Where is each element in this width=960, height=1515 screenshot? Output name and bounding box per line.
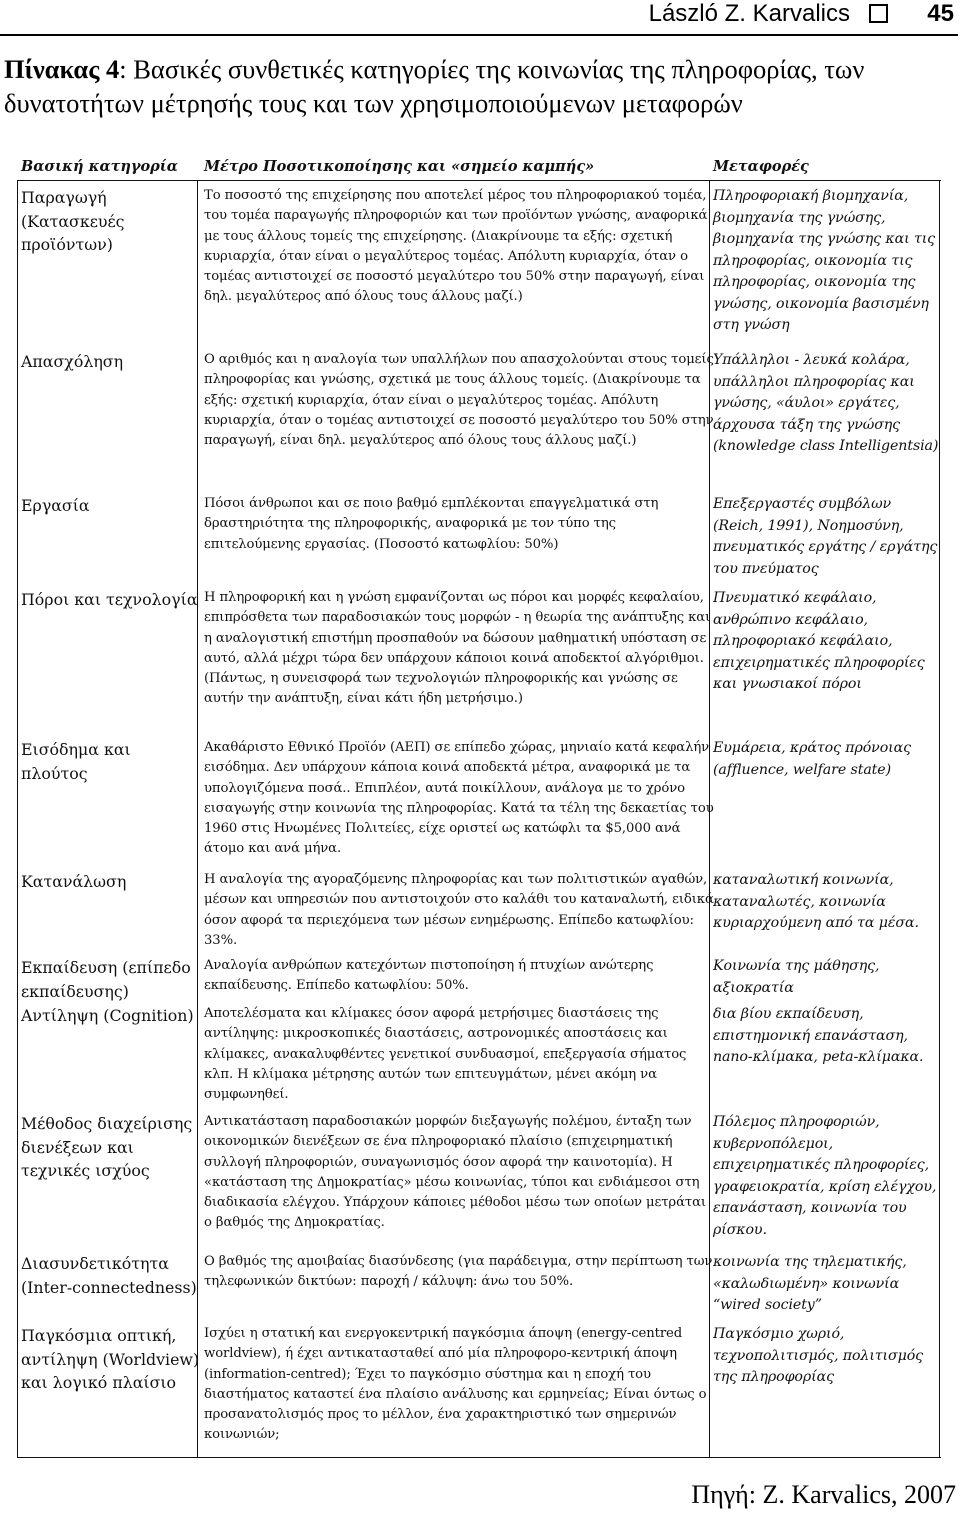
row-1-category: Παραγωγή (Κατασκευές προϊόντων): [21, 188, 125, 254]
square-box-icon: [869, 4, 888, 23]
row-11-measure: Ισχύει η στατική και ενεργοκεντρική παγκόσμια άποψη (energy-centred worldview), ή έχει αντικατασταθεί από μία πληροφορο-κεντρική άποψη (information-centred); Έχει το παγκόσμιο σύστημα και η εποχή του διαστήματος καταστεί ένα πλαίσιο ανάλυσης και ερμηνείας; Είναι όντως ο προσανατολισμός προς το μέλλον, ένα χαρακτηριστικό των σημερινών κοινωνιών;: [204, 1326, 707, 1443]
row-7-metaphors: Κοινωνία της μάθησης, αξιοκρατία: [713, 958, 880, 996]
header-category: Βασική κατηγορία: [21, 158, 178, 175]
row-10-category: Διασυνδετικότητα (Inter-connectedness): [21, 1254, 197, 1297]
row-2-measure: Ο αριθμός και η αναλογία των υπαλλήλων που απασχολούνται στους τομείς πληροφορίας και γνώσης, σχετικά με τους άλλους τομείς. (Διακρίνουμε τα εξής: σχετική κυριαρχία, όταν είναι ο μεγαλύτερος τομέας. Απόλυτη κυριαρχία, όταν ο τομέας αντιστοιχεί σε ποσοστό μεγαλύτερο του 50% στην παραγωγή, είναι δηλ. μεγαλύτερος από όλους τους άλλους μαζί.): [204, 352, 714, 449]
table-left-border: [17, 180, 18, 1458]
table-caption: [4, 52, 954, 120]
row-5-metaphors: Ευμάρεια, κράτος πρόνοιας (affluence, welfare state): [713, 740, 911, 778]
row-2-metaphors: Υπάλληλοι - λευκά κολάρα, υπάλληλοι πληροφορίας και γνώσης, «άυλοι» εργάτες, άρχουσα τάξη της γνώσης (knowledge class Intelligentsia): [713, 352, 939, 454]
row-6-measure: Η αναλογία της αγοραζόμενης πληροφορίας και των πολιτιστικών αγαθών, μέσων και υπηρεσιών που αντιστοιχούν στο καλάθι του καταναλωτή, ειδικά όσον αφορά τα περιεχόμενα των μέσων ενημέρωσης. Επίπεδο κατωφλίου: 33%.: [204, 872, 714, 948]
row-7-measure: Αναλογία ανθρώπων κατεχόντων πιστοποίηση ή πτυχίων ανώτερης εκπαίδευσης. Επίπεδο κατωφλίου: 50%.: [204, 958, 654, 994]
header-measure: Μέτρο Ποσοτικοποίησης και «σημείο καμπής»: [204, 158, 595, 175]
caption-label: Πίνακας 4: [4, 54, 120, 84]
row-8-measure: Αποτελέσματα και κλίμακες όσον αφορά μετρήσιμες διαστάσεις της αντίληψης: μικροσκοπικές διαστάσεις, αστρονομικές αποστάσεις και κλίμακες, ανακαλυφθέντες γενετικοί συνδυασμοί, επεξεργασία σήματος κλπ. Η κλίμακα μέτρησης αυτών των επιτευγμάτων, μένει ακόμη να συμφωνηθεί.: [204, 1006, 687, 1103]
row-4-category: Πόροι και τεχνολογία: [21, 590, 198, 609]
row-11-metaphors: Παγκόσμιο χωριό, τεχνοπολιτισμός, πολιτισμός της πληροφορίας: [713, 1326, 923, 1385]
row-4-measure: Η πληροφορική και η γνώση εμφανίζονται ως πόροι και μορφές κεφαλαίου, επιπρόσθετα των παραδοσιακών τους μορφών - η θεωρία της ανάπτυξης και η αναλογιστική επιστήμη προσπαθούν να δώσουν μαθηματική υπόσταση σε αυτό, αλλά μέχρι τώρα δεν υπάρχουν κάποιοι κοινά αποδεκτοί αλγόριθμοι. (Πάντως, η συνεισφορά των τεχνολογιών πληροφορικής και γνώσης σε αυτήν την ανάπτυξη, είναι κάτι ήδη μετρήσιμο.): [204, 590, 711, 707]
row-9-measure: Αντικατάσταση παραδοσιακών μορφών διεξαγωγής πολέμου, ένταξη των οικονομικών διενέξεων σε ένα πληροφοριακό πλαίσιο (επιχειρηματική συλλογή πληροφοριών, συναγωνισμός όσον αφορά την καινοτομία). Η «κατάσταση της Δημοκρατίας» μέσω κοινωνίας, τύποι και ενδιάμεσοι στη διαδικασία ελέγχου. Υπάρχουν κάποιες μέθοδοι μέσω των οποίων μετράται ο βαθμός της Δημοκρατίας.: [204, 1114, 706, 1231]
table-bottom-rule: [17, 1457, 941, 1458]
page-number: 45: [927, 0, 954, 27]
scanned-table: [17, 158, 941, 1464]
source-credit: Πηγή: Z. Karvalics, 2007: [691, 1480, 956, 1509]
row-6-category: Κατανάλωση: [21, 872, 127, 891]
row-1-metaphors: Πληροφοριακή βιομηχανία, βιομηχανία της γνώσης, βιομηχανία της γνώσης και τις πληροφορίας, οικονομία τις πληροφορίας, οικονομία της γνώσης, οικονομία βασισμένη στη γνώση: [713, 188, 936, 333]
row-7-category: Εκπαίδευση (επίπεδο εκπαίδευσης): [21, 958, 191, 1001]
row-6-metaphors: καταναλωτική κοινωνία, καταναλωτές, κοινωνία κυριαρχούμενη από τα μέσα.: [713, 872, 919, 931]
row-8-metaphors: δια βίου εκπαίδευση, επιστημονική επανάσταση, nano-κλίμακα, peta-κλίμακα.: [713, 1006, 924, 1065]
row-3-metaphors: Επεξεργαστές συμβόλων (Reich, 1991), Νοημοσύνη, πνευματικός εργάτης / εργάτης του πνεύματος: [713, 496, 938, 577]
row-10-measure: Ο βαθμός της αμοιβαίας διασύνδεσης (για παράδειγμα, στην περίπτωση των τηλεφωνικών δικτύων: παροχή / κάλυψη: άνω του 50%.: [204, 1254, 713, 1290]
header-rule: [0, 34, 958, 36]
header-metaphors: Μεταφορές: [713, 158, 809, 175]
row-8-category: Αντίληψη (Cognition): [21, 1006, 194, 1025]
row-9-metaphors: Πόλεμος πληροφοριών, κυβερνοπόλεμοι, επιχειρηματικές πληροφορίες, γραφειοκρατία, κρίση ελέγχου, επανάσταση, κοινωνία του ρίσκου.: [713, 1114, 937, 1238]
row-5-category: Εισόδημα και πλούτος: [21, 740, 131, 783]
caption-text: : Βασικές συνθετικές κατηγορίες της κοινωνίας της πληροφορίας, των δυνατοτήτων μέτρησής τους και των χρησιμοποιούμενων μεταφορών: [4, 54, 865, 118]
running-head-author: László Z. Karvalics: [648, 0, 850, 27]
page-header: [0, 0, 958, 32]
row-1-measure: Το ποσοστό της επιχείρησης που αποτελεί μέρος του πληροφοριακού τομέα, του τομέα παραγωγής πληροφοριών και των προϊόντων γνώσης, αναφορικά με τους άλλους τομείς της επιχείρησης. (Διακρίνουμε τα εξής: σχετική κυριαρχία, όταν είναι ο μεγαλύτερος τομέας. Απόλυτη κυριαρχία, όταν ο τομέας αντιστοιχεί σε ποσοστό μεγαλύτερο του 50% στην παραγωγή, είναι δηλ. μεγαλύτερος από όλους τους άλλους μαζί.): [204, 188, 708, 305]
table-top-rule: [17, 180, 941, 181]
row-9-category: Μέθοδος διαχείρισης διενέξεων και τεχνικές ισχύος: [21, 1114, 193, 1180]
row-4-metaphors: Πνευματικό κεφάλαιο, ανθρώπινο κεφάλαιο, πληροφοριακό κεφάλαιο, επιχειρηματικές πληροφορίες και γνωσιακοί πόροι: [713, 590, 925, 692]
row-10-metaphors: κοινωνία της τηλεματικής, «καλωδιωμένη» κοινωνία “wired society”: [713, 1254, 907, 1313]
row-3-category: Εργασία: [21, 496, 90, 515]
row-3-measure: Πόσοι άνθρωποι και σε ποιο βαθμό εμπλέκονται επαγγελματικά στη δραστηριότητα της πληροφορικής, αναφορικά με τον τύπο της επιτελούμενης εργασίας. (Ποσοστό κατωφλίου: 50%): [204, 496, 659, 552]
row-11-category: Παγκόσμια οπτική, αντίληψη (Worldview) και λογικό πλαίσιο: [21, 1326, 200, 1392]
row-5-measure: Ακαθάριστο Εθνικό Προϊόν (ΑΕΠ) σε επίπεδο χώρας, μηνιαίο κατά κεφαλήν εισόδημα. Δεν υπάρχουν κάποια κοινά αποδεκτά μέτρα, αναφορικά με τα υπολογιζόμενα ποσά.. Επιπλέον, αυτά ποικίλλουν, ανάλογα με το χρόνο εισαγωγής στην κοινωνία της πληροφορίας. Κατά τα τέλη της δεκαετίας του 1960 στις Ηνωμένες Πολιτείες, είχε οριστεί ως κατώφλι τα $5,000 ανά άτομο και ανά μήνα.: [204, 740, 714, 857]
row-2-category: Απασχόληση: [21, 352, 124, 371]
